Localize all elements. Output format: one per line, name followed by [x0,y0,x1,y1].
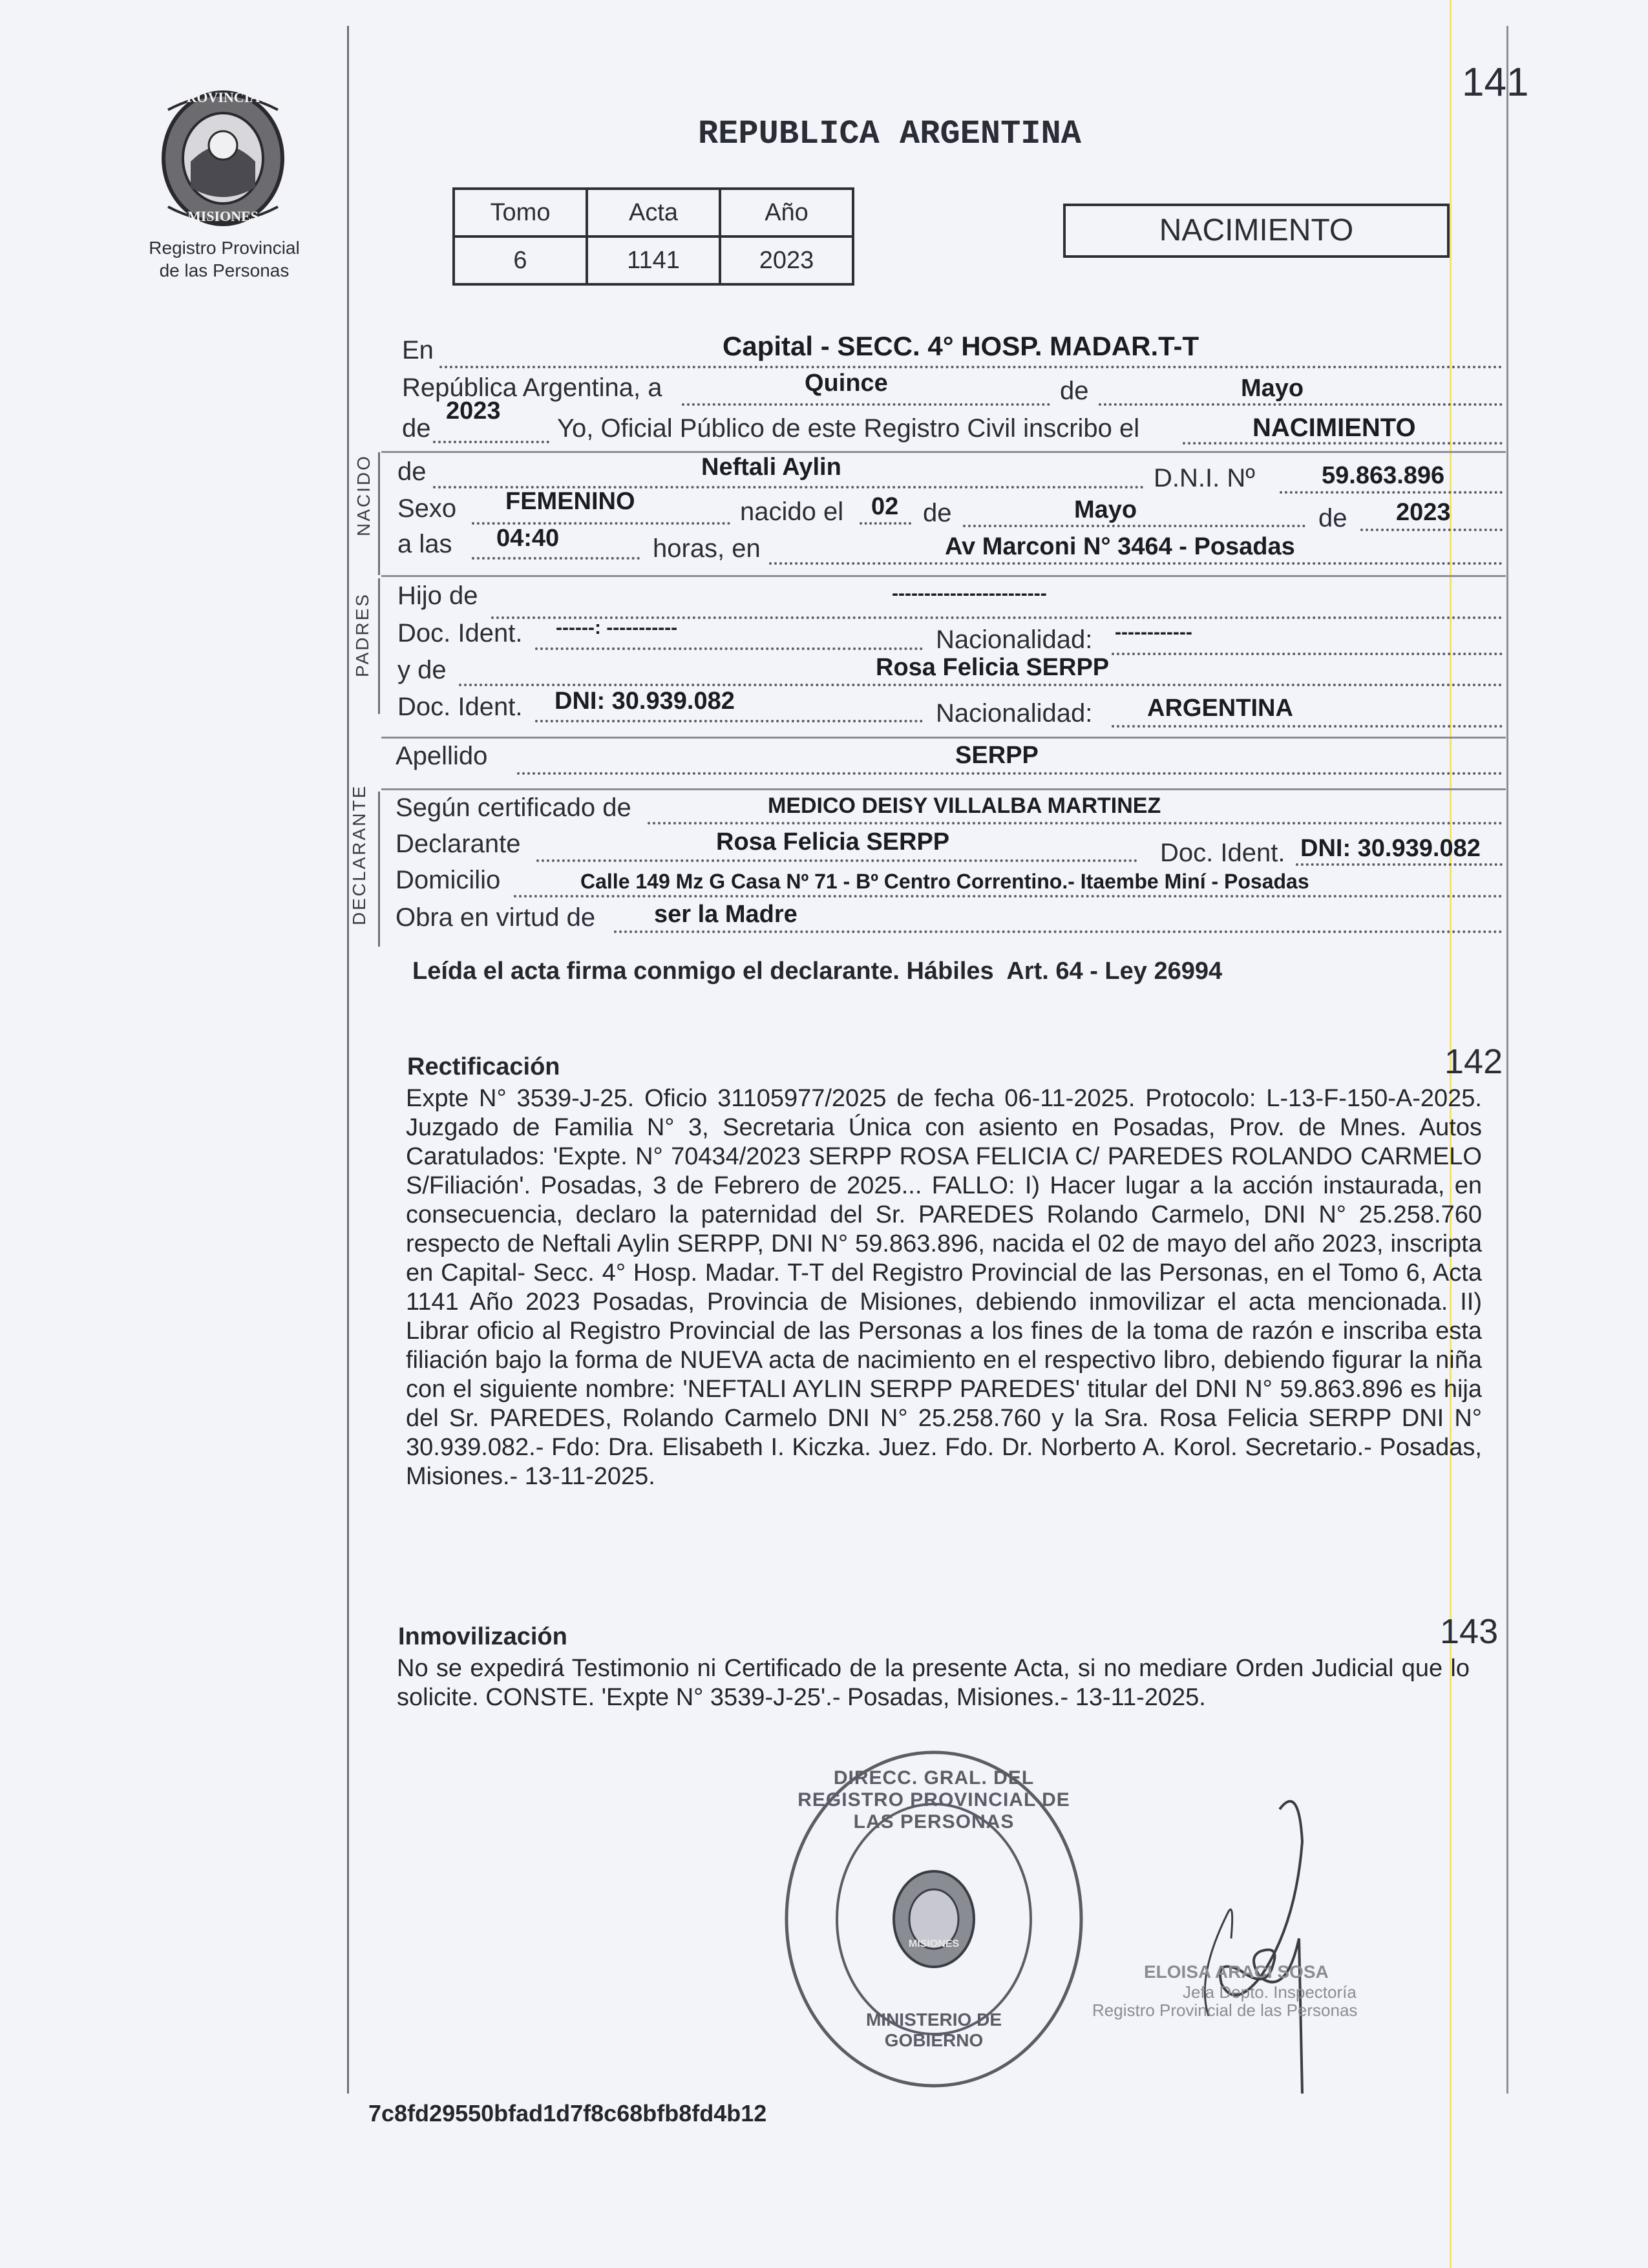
dia-value: Quince [805,370,888,397]
inscribo-value: NACIMIENTO [1252,414,1416,442]
nac2-value: ARGENTINA [1147,695,1293,722]
nac1-label: Nacionalidad: [936,625,1093,654]
leida-text: Leída el acta firma conmigo el declarante. Hábiles Art. 64 - Ley 26994 [412,958,1223,985]
anio-value: 2023 [446,397,501,425]
nacido-de-label-2: de [923,499,952,527]
document-hash: 7c8fd29550bfad1d7f8c68bfb8fd4b12 [368,2100,767,2126]
apellido-value: SERPP [955,742,1039,769]
dotted-line [963,525,1305,527]
inmovilizacion-number: 143 [1440,1612,1499,1651]
logo-caption-2: de las Personas [159,260,290,280]
dotted-line [614,930,1503,933]
signer-org: Registro Provincial de las Personas [1092,2000,1358,2020]
declarante-bracket [378,792,380,947]
stamp-inner-text: MINISTERIO DE GOBIERNO [865,2010,1002,2050]
logo-text-top: PROVINCIA DE [178,89,282,105]
registry-table [452,187,854,286]
dotted-line [472,557,640,560]
dotted-line [535,647,923,650]
signer-role: Jefa Depto. Inspectoría [1183,1982,1357,2002]
dotted-line [860,522,911,525]
signature-icon [1183,1783,1364,2106]
obra-label: Obra en virtud de [396,903,596,932]
dotted-line [1280,491,1503,494]
dotted-line [648,822,1503,824]
de-label: de [1060,377,1089,405]
nacido-de-label-3: de [1318,504,1347,532]
signature-scribble [1183,1783,1364,2106]
nacido-bracket [378,452,380,575]
inmovilizacion-title: Inmovilización [398,1623,567,1650]
left-margin-line [347,26,349,2094]
dotted-line [1112,653,1503,655]
nacido-anio-value: 2023 [1396,499,1451,526]
dotted-line [517,772,1503,775]
certificado-value: MEDICO DEISY VILLALBA MARTINEZ [768,793,1161,818]
table-value-tomo: 6 [454,236,587,284]
doc-type-box [1063,204,1450,258]
section-divider [381,575,1506,577]
inmovilizacion-body: No se expedirá Testimonio ni Certificado de la presente Acta, si no mediare Orden Judicial que lo solicite. CONSTE. 'Expte N° 3539-J-25'.- Posadas, Misiones.- 13-11-2025. [397,1655,1470,1711]
apellido-label: Apellido [396,742,488,770]
nacido-mes-value: Mayo [1074,496,1137,523]
padres-bracket [378,578,380,714]
madre-value: Rosa Felicia SERPP [876,654,1110,681]
table-header-anio: Año [720,189,853,236]
nacido-dia-value: 02 [871,493,899,520]
section-divider [381,788,1506,790]
dotted-line [1099,403,1503,406]
domicilio-label: Domicilio [396,866,501,894]
declarante-doc-value: DNI: 30.939.082 [1300,835,1481,862]
hijo-label: Hijo de [397,582,478,610]
doc2-value: DNI: 30.939.082 [555,688,735,715]
stamp-ring-text: DIRECC. GRAL. DEL REGISTRO PROVINCIAL DE LAS PERSONAS [798,1767,1070,1832]
right-margin-line [1506,26,1508,2094]
rectificacion-body: Expte N° 3539-J-25. Oficio 31105977/2025 de fecha 06-11-2025. Protocolo: L-13-F-150-A-2025. Juzgado de Familia N° 3, Secretaria Única con asiento en Posadas, Prov. de Mnes. Autos Caratulados: 'Expte. N° 70434/2023 SERPP ROSA FELICIA C/ PAREDES ROLANDO CARMELO S/Filiación'. Posadas, 3 de Febrero de 2025... FALLO: I) Hacer lugar a la acción instaurada, en consecuencia, declaro la paternidad del Sr. PAREDES Rolando Carmelo, DNI N° 25.258.760 respecto de Neftali Aylin SERPP, DNI N° 59.863.896, nacida el 02 de mayo del año 2023, inscripta en Capital- Secc. 4° Hosp. Madar. T-T del Registro Provincial de las Personas, en el Tomo 6, Acta 1141 Año 2023 Posadas, Provincia de Misiones, debiendo inmovilizar el acta mencionada. II) Librar oficio al Registro Provincial de las Personas a los fines de la toma de razón e inscriba esta filiación bajo la forma de NUEVA acta de nacimiento en el respectivo libro, debiendo figurar la niña con el siguiente nombre: 'NEFTALI AYLIN SERPP PAREDES' titular del DNI N° 59.863.896 es hija del Sr. PAREDES, Rolando Carmelo DNI N° 25.258.760 y la Sra. Rosa Felicia SERPP DNI N° 30.939.082.- Fdo: Dra. Elisabeth I. Kiczka. Juez. Fdo. Dr. Norberto A. Korol. Secretario.- Posadas, Misiones.- 13-11-2025. [406,1085,1482,1490]
table-value-acta: 1141 [587,236,720,284]
section-divider [381,451,1506,453]
sexo-value: FEMENINO [505,488,635,515]
dotted-line [535,720,923,722]
certificado-label: Según certificado de [396,793,631,822]
declarante-label: Declarante [396,830,521,858]
nac2-label: Nacionalidad: [936,699,1093,728]
doc1-label: Doc. Ident. [397,619,523,647]
dni-label: D.N.I. Nº [1154,464,1255,492]
dotted-line [682,403,1050,406]
declarante-value: Rosa Felicia SERPP [716,828,950,856]
nacido-de-label: de [397,457,427,486]
declarante-doc-label: Doc. Ident. [1160,839,1285,867]
stamp-seal-text: MISIONES [908,1938,960,1949]
sexo-label: Sexo [397,494,457,523]
rectificacion-number: 142 [1444,1042,1503,1081]
hijo-value: ------------------------ [892,583,1047,604]
en-value: Capital - SECC. 4° HOSP. MADAR.T-T [723,331,1199,361]
a-las-label: a las [397,530,452,558]
section-divider [381,737,1506,739]
lugar-value: Av Marconi N° 3464 - Posadas [945,533,1295,560]
dotted-line [459,684,1503,686]
dotted-line [439,366,1503,368]
horas-en-label: horas, en [653,534,761,563]
doc2-label: Doc. Ident. [397,693,523,721]
table-header-tomo: Tomo [454,189,587,236]
inscribo-label: Yo, Oficial Público de este Registro Civil inscribo el [557,414,1140,443]
nac1-value: ------------ [1115,622,1192,643]
nacido-el-label: nacido el [740,498,844,526]
domicilio-value: Calle 149 Mz G Casa Nº 71 - Bº Centro Correntino.- Itaembe Miní - Posadas [580,870,1309,893]
logo-text-bottom: MISIONES [187,208,259,224]
doc-type-label: NACIMIENTO [1159,213,1354,247]
table-value-anio: 2023 [720,236,853,284]
republica-label: República Argentina, a [402,373,662,402]
dotted-line [1360,529,1503,531]
logo-caption-1: Registro Provincial [149,238,300,258]
dotted-line [514,895,1503,898]
y-de-label: y de [397,656,447,684]
dotted-line [433,441,549,443]
nacido-side-label: NACIDO [354,454,374,536]
mes-value: Mayo [1241,375,1304,402]
nombre-value: Neftali Aylin [701,454,841,481]
hora-value: 04:40 [496,525,560,552]
declarante-side-label: DECLARANTE [349,784,369,925]
signer-name: ELOISA ARACI SOSA [1144,1962,1329,1982]
page-number: 141 [1462,60,1529,105]
doc1-value: ------: ----------- [556,617,678,638]
dni-value: 59.863.896 [1322,462,1445,489]
de2-label: de [402,414,431,443]
dotted-line [536,859,1137,862]
en-label: En [402,336,434,364]
table-header-acta: Acta [587,189,720,236]
dotted-line [769,562,1503,565]
dotted-line [1112,725,1503,728]
dotted-line [1296,863,1503,866]
page-title: REPUBLICA ARGENTINA [698,115,1081,153]
rectificacion-title: Rectificación [407,1053,560,1080]
padres-side-label: PADRES [352,592,372,677]
obra-value: ser la Madre [654,901,798,928]
